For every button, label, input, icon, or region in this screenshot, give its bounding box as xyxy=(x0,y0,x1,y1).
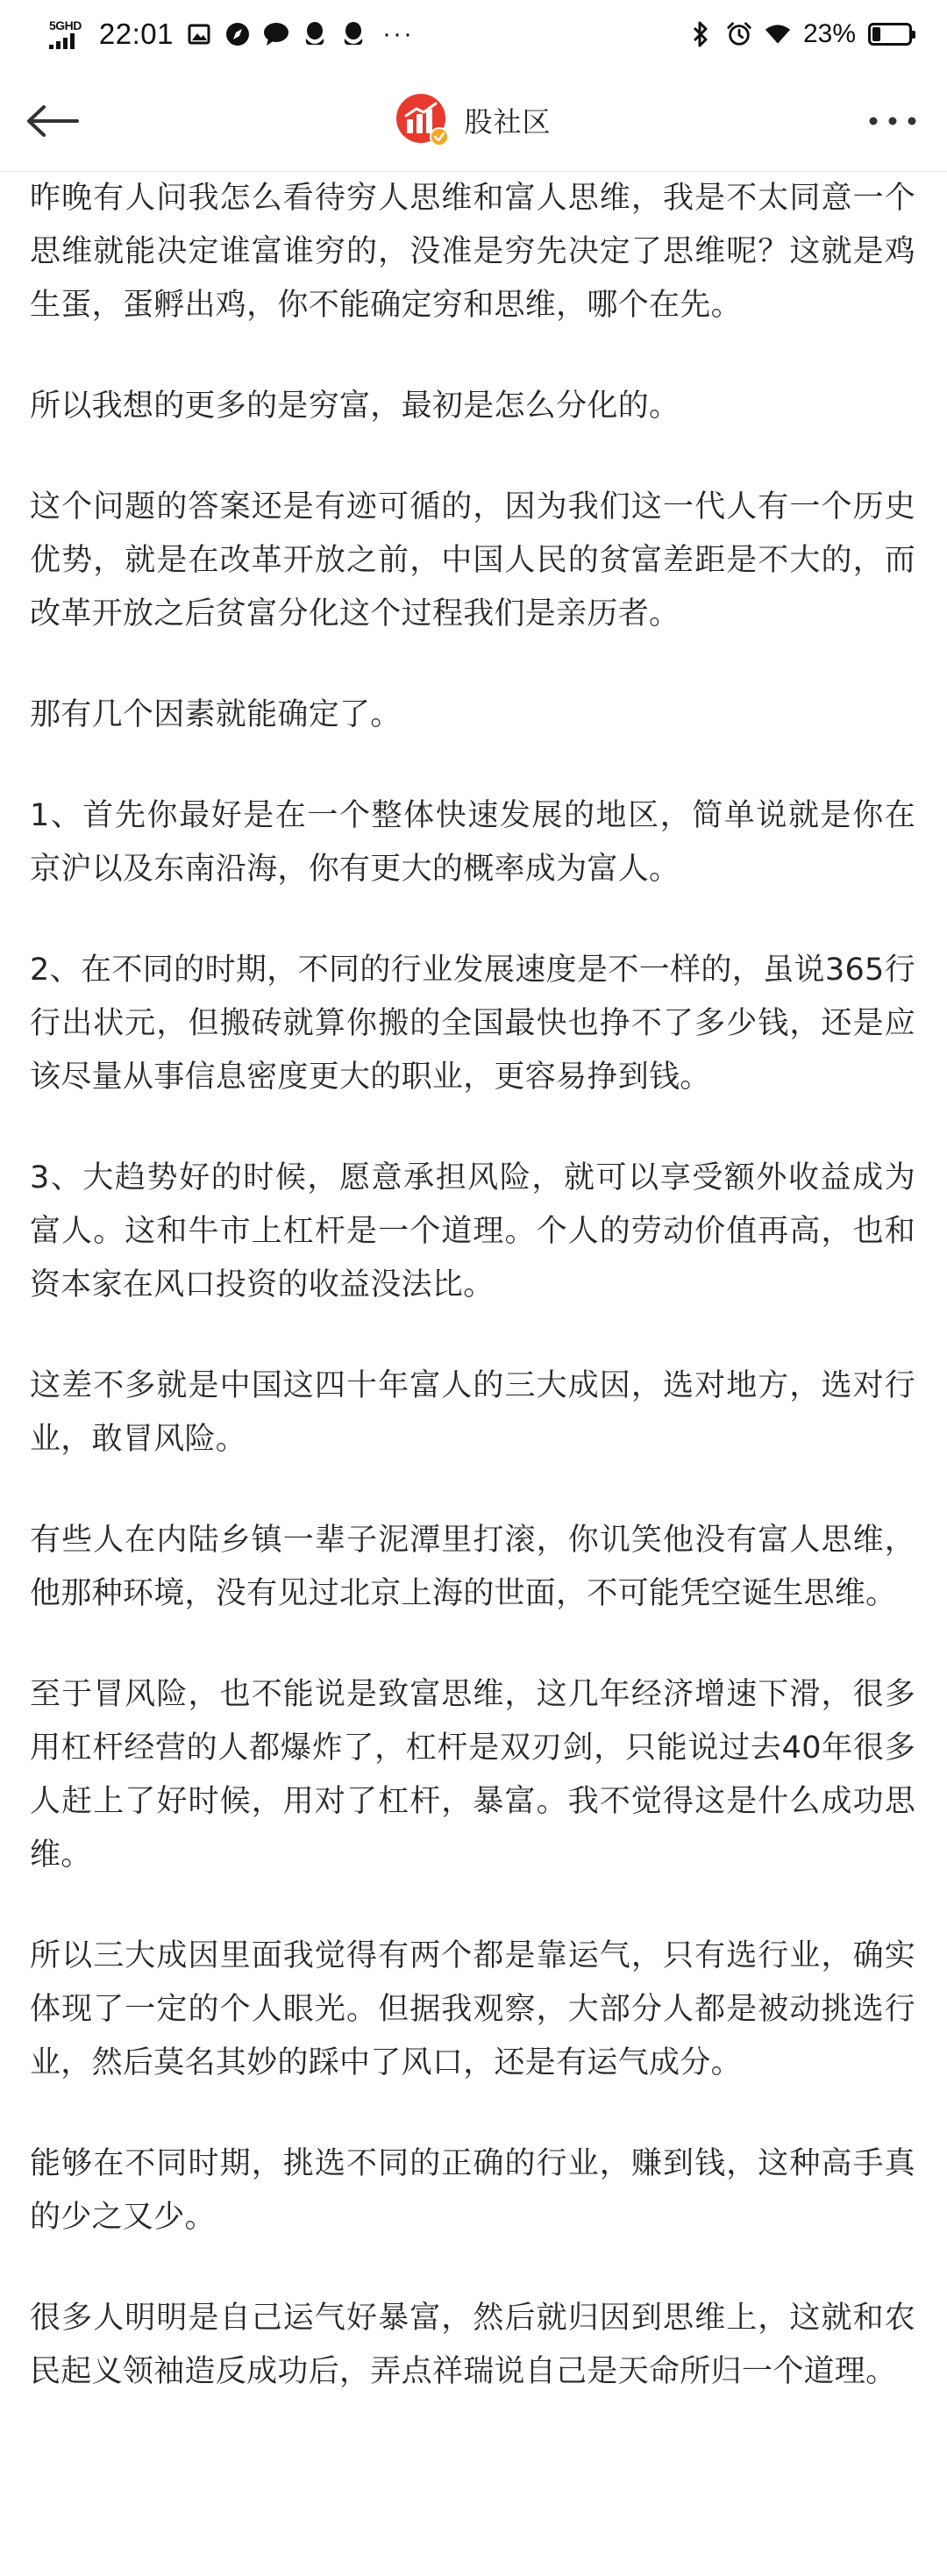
article-paragraph: 那有几个因素就能确定了。 xyxy=(30,697,402,732)
more-notifications-icon: ··· xyxy=(382,19,414,48)
article-paragraph: 所以三大成因里面我觉得有两个都是靠运气，只有选行业，确实体现了一定的个人眼光。但据我观察，大部分人都是被动挑选行业，然后莫名其妙的踩中了风口，还是有运气成分。 xyxy=(30,1938,915,2080)
article-paragraph: 能够在不同时期，挑选不同的正确的行业，赚到钱，这种高手真的少之又少。 xyxy=(30,2146,915,2235)
network-type: 5GHD xyxy=(49,18,82,32)
signal-indicator xyxy=(49,19,82,49)
qq-notification-icon xyxy=(302,21,328,47)
article-body xyxy=(30,172,915,2446)
status-bar-left xyxy=(49,18,414,51)
bluetooth-icon xyxy=(687,21,714,47)
compass-notification-icon xyxy=(224,21,251,47)
status-bar-right xyxy=(687,19,912,49)
image-notification-icon xyxy=(186,21,212,47)
chat-notification-icon xyxy=(263,21,289,47)
battery-icon xyxy=(868,23,912,46)
back-button[interactable] xyxy=(19,88,86,154)
article-paragraph: 3、大趋势好的时候，愿意承担风险，就可以享受额外收益成为富人。这和牛市上杠杆是一个道理。个人的劳动价值再高，也和资本家在风口投资的收益没法比。 xyxy=(30,1160,915,1302)
page-title: 股社区 xyxy=(464,104,552,139)
article-paragraph: 2、在不同的时期，不同的行业发展速度是不一样的，虽说365行行出状元，但搬砖就算你搬的全国最快也挣不了多少钱，还是应该尽量从事信息密度更大的职业，更容易挣到钱。 xyxy=(30,953,915,1095)
nav-center xyxy=(395,93,551,147)
article-paragraph: 1、首先你最好是在一个整体快速发展的地区，简单说就是你在京沪以及东南沿海，你有更大的概率成为富人。 xyxy=(30,798,915,887)
more-horizontal-icon xyxy=(866,116,919,126)
article-paragraph: 很多人明明是自己运气好暴富，然后就归因到思维上，这就和农民起义领袖造反成功后，弄点祥瑞说自己是天命所归一个道理。 xyxy=(30,2301,915,2389)
battery-percent: 23% xyxy=(802,19,856,48)
qq-notification-icon-2 xyxy=(340,21,367,47)
signal-bars-icon xyxy=(49,33,75,49)
app-logo[interactable] xyxy=(395,93,450,147)
arrow-left-icon xyxy=(25,103,81,139)
article-paragraph: 至于冒风险，也不能说是致富思维，这几年经济增速下滑，很多用杠杆经营的人都爆炸了，杠杆是双刃剑，只能说过去40年很多人赶上了好时候，用对了杠杆，暴富。我不觉得这是什么成功思维。 xyxy=(30,1677,915,1873)
article-paragraph: 这个问题的答案还是有迹可循的，因为我们这一代人有一个历史优势，就是在改革开放之前，中国人民的贫富差距是不大的，而改革开放之后贫富分化这个过程我们是亲历者。 xyxy=(30,489,915,632)
status-bar xyxy=(0,0,947,68)
more-options-button[interactable] xyxy=(859,88,926,154)
article-paragraph: 有些人在内陆乡镇一辈子泥潭里打滚，你讥笑他没有富人思维，他那种环境，没有见过北京上海的世面，不可能凭空诞生思维。 xyxy=(30,1523,915,1611)
wifi-icon xyxy=(765,21,791,47)
article-paragraph: 昨晚有人问我怎么看待穷人思维和富人思维，我是不太同意一个思维就能决定谁富谁穷的，没准是穷先决定了思维呢？这就是鸡生蛋，蛋孵出鸡，你不能确定穷和思维，哪个在先。 xyxy=(30,181,915,323)
alarm-icon xyxy=(726,21,752,47)
article-paragraph: 所以我想的更多的是穷富，最初是怎么分化的。 xyxy=(30,389,680,424)
nav-bar xyxy=(0,68,947,172)
stock-chart-logo-icon xyxy=(395,93,450,147)
article-paragraph: 这差不多就是中国这四十年富人的三大成因，选对地方，选对行业，敢冒风险。 xyxy=(30,1368,915,1457)
clock: 22:01 xyxy=(98,18,174,50)
